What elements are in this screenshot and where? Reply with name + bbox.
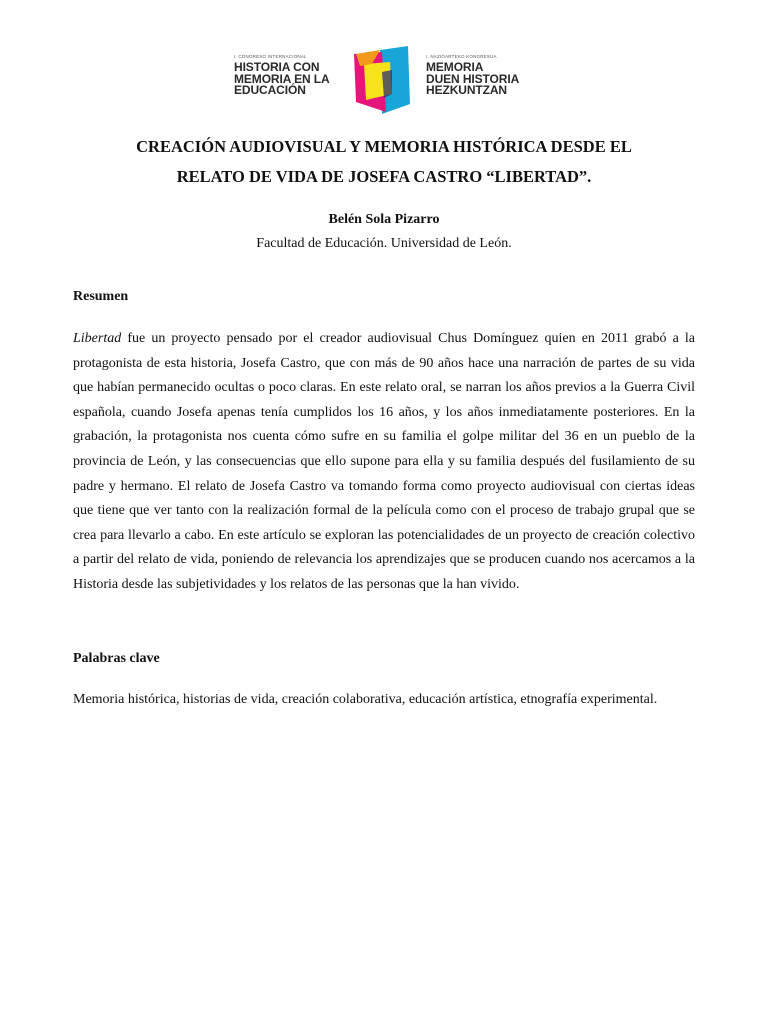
abstract-text: fue un proyecto pensado por el creador audiovisual Chus Domínguez quien en 2011 grabó a la protagonista de esta historia, Josefa Castro, que con más de 90 años hace una narración de partes de su vida que habían permanecido ocultas o poco claras. En este relato oral, se narran los años previos a la Guerra Civil española, cuando Josefa apenas tenía cumplidos los 16 años, y los años inmediatamente posteriores. En la grabación, la protagonista nos cuenta cómo sufre en su familia el golpe militar del 36 en un pueblo de la provincia de León, y las consecuencias que ello supone para ella y su familia después del fusilamiento de su padre y hermano. El relato de Josefa Castro va tomando forma como proyecto audiovisual con ciertas ideas que tiene que ver tanto con la realización formal de la película como con el proceso de trabajo grupal que se crea para llevarlo a cabo. En este artículo se exploran las potencialidades de un proyecto de creación colectivo a partir del relato de vida, poniendo de relevancia los aprendizajes que se producen cuando nos acercamos a la Historia desde las subjetividades y los relatos de las personas que la han vivido. — [73, 331, 695, 592]
logo-line: MEMORIA EN LA — [234, 71, 330, 86]
title-line-1: CREACIÓN AUDIOVISUAL Y MEMORIA HISTÓRICA DESDE EL — [136, 137, 632, 156]
title-line-2: RELATO DE VIDA DE JOSEFA CASTRO “LIBERTAD”. — [176, 167, 592, 186]
paper-title — [60, 132, 708, 192]
abstract-heading: Resumen — [73, 289, 129, 304]
author-name: Belén Sola Pizarro — [328, 212, 440, 227]
keywords-heading: Palabras clave — [73, 651, 160, 666]
logo-text-spanish — [234, 54, 352, 97]
logo-small-text-basque: I. NAZIOARTEKO KONGRESUA — [426, 54, 497, 59]
logo-line: DUEN HISTORIA — [426, 71, 520, 86]
logo-small-text-spanish: I. CONGRESO INTERNACIONAL — [234, 54, 307, 59]
congress-logo — [226, 44, 546, 116]
logo-line: HEZKUNTZAN — [426, 83, 507, 97]
author-affiliation: Facultad de Educación. Universidad de León. — [256, 236, 512, 251]
book-logo-icon — [350, 44, 414, 116]
logo-line: EDUCACIÓN — [234, 83, 306, 97]
logo-text-basque — [426, 54, 556, 97]
keywords-text: Memoria histórica, historias de vida, creación colaborativa, educación artística, etnografía experimental. — [73, 692, 658, 707]
logo-line: HISTORIA CON — [234, 60, 320, 74]
abstract-body — [73, 327, 695, 598]
logo-line: MEMORIA — [426, 60, 484, 74]
abstract-italic-lead: Libertad — [73, 331, 122, 346]
